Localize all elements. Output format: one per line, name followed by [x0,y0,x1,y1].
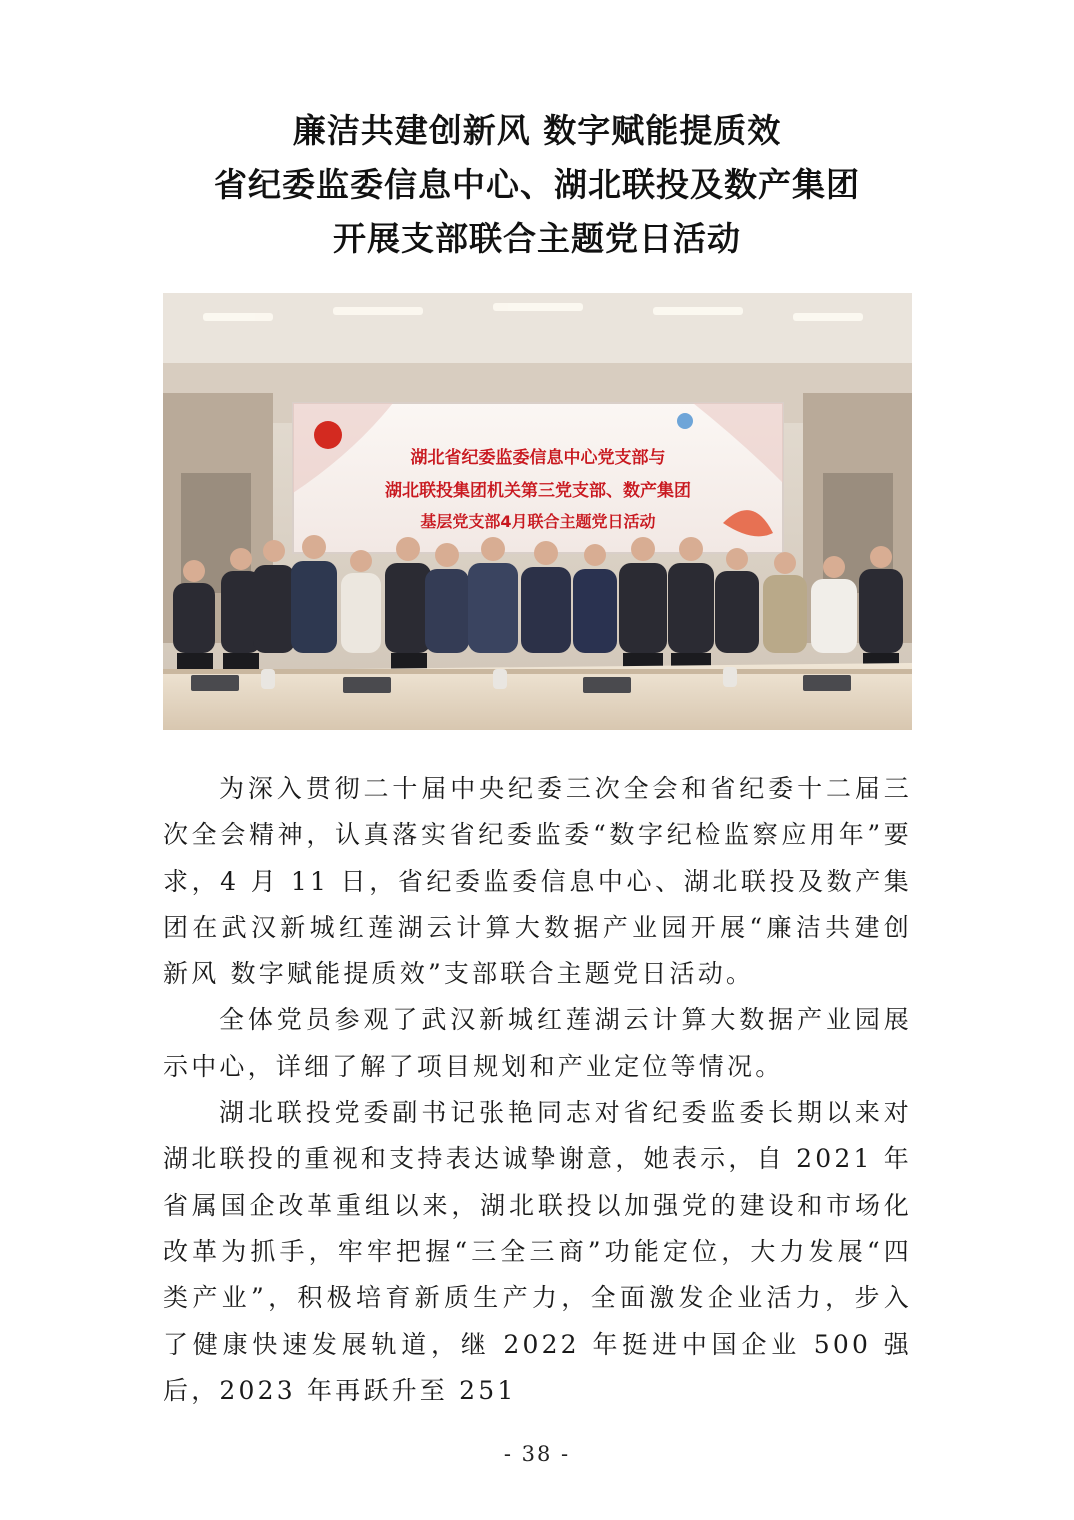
page-number: - 38 - [503,1442,571,1466]
paragraph-2: 全体党员参观了武汉新城红莲湖云计算大数据产业园展示中心，详细了解了项目规划和产业定位等情况。 [163,1005,912,1081]
paragraph-3: 湖北联投党委副书记张艳同志对省纪委监委长期以来对湖北联投的重视和支持表达诚挚谢意，她表示，自 2021 年省属国企改革重组以来，湖北联投以加强党的建设和市场化改革为抓手，牢牢把握“三全三商”功能定位，大力发展“四类产业”，积极培育新质生产力，全面激发企业活力，步入了健康快速发展轨道，继 2022 年挺进中国企业 500 强后，2023 年再跃升至 251 [163,1098,912,1405]
banner-line-1: 湖北省纪委监委信息中心党支部与 [410,448,666,468]
title-line-3: 开展支部联合主题党日活动 [333,219,741,258]
title-line-2: 省纪委监委信息中心、湖北联投及数产集团 [214,165,860,204]
title-line-1: 廉洁共建创新风 数字赋能提质效 [292,111,782,150]
group-photo [163,293,912,730]
article-title [0,104,1074,266]
paragraph-1: 为深入贯彻二十届中央纪委三次全会和省纪委十二届三次全会精神，认真落实省纪委监委“数字纪检监察应用年”要求，4 月 11 日，省纪委监委信息中心、湖北联投及数产集团在武汉新城红莲湖云计算大数据产业园开展“廉洁共建创新风 数字赋能提质效”支部联合主题党日活动。 [163,774,912,989]
article-body [163,766,912,1414]
banner-line-3: 基层党支部4月联合主题党日活动 [420,512,656,531]
banner-line-2: 湖北联投集团机关第三党支部、数产集团 [385,481,691,501]
